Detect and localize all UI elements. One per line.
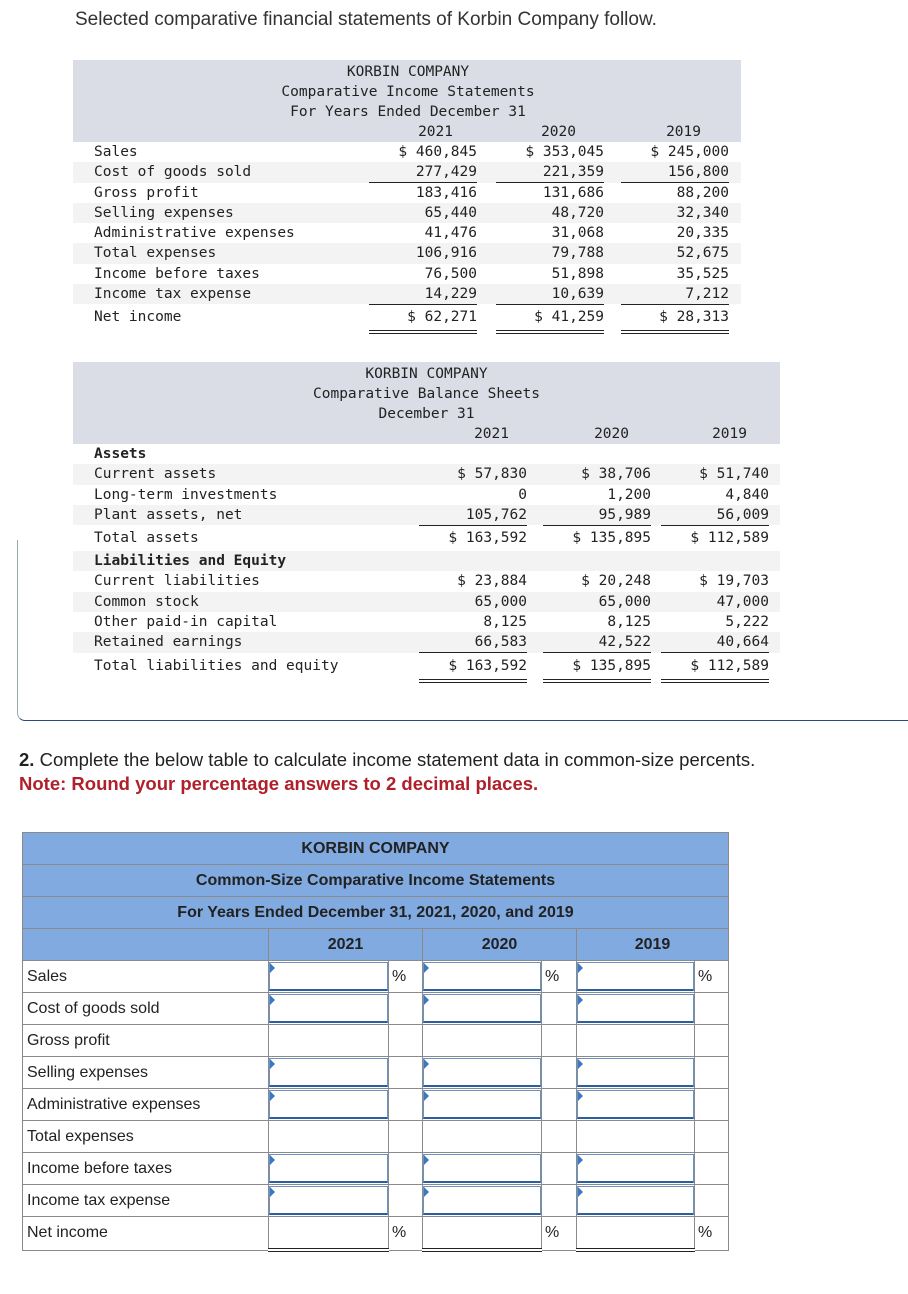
row-value: $ 353,045 bbox=[525, 144, 604, 160]
table-row bbox=[23, 993, 729, 1025]
table-title: KORBIN COMPANY bbox=[23, 833, 729, 865]
value-cell bbox=[269, 1089, 389, 1121]
statement-row bbox=[73, 223, 741, 243]
percent-cell bbox=[389, 1057, 423, 1089]
year-header: 2019 bbox=[712, 426, 747, 442]
percent-input-2020[interactable] bbox=[423, 1154, 541, 1183]
row-value: 35,525 bbox=[676, 265, 729, 282]
percent-input-2021[interactable] bbox=[269, 1154, 388, 1183]
common-size-table bbox=[22, 832, 729, 1252]
value-cell bbox=[269, 1185, 389, 1217]
row-value: 66,583 bbox=[419, 632, 527, 653]
percent-input-2021[interactable] bbox=[269, 1090, 388, 1119]
value-cell bbox=[577, 1057, 695, 1089]
row-value: 65,000 bbox=[474, 593, 527, 610]
question-body: Complete the below table to calculate income statement data in common-size percents. bbox=[34, 749, 756, 770]
row-label: Plant assets, net bbox=[94, 506, 243, 523]
row-value: $ 20,248 bbox=[581, 573, 651, 590]
row-label: Administrative expenses bbox=[23, 1089, 269, 1121]
value-cell bbox=[423, 1057, 542, 1089]
row-label: Income before taxes bbox=[94, 265, 260, 282]
row-label: Gross profit bbox=[23, 1025, 269, 1057]
row-value: 105,762 bbox=[419, 505, 527, 526]
statement-row bbox=[73, 464, 780, 484]
statement-title-line: Comparative Balance Sheets bbox=[313, 386, 540, 402]
statement-title-line: December 31 bbox=[378, 406, 475, 422]
percent-cell bbox=[389, 1025, 423, 1057]
row-value: 52,675 bbox=[676, 245, 729, 262]
row-value: 1,200 bbox=[607, 486, 651, 503]
row-value: 183,416 bbox=[415, 184, 477, 201]
percent-cell bbox=[542, 993, 577, 1025]
blank-header bbox=[23, 929, 269, 961]
percent-cell: % bbox=[389, 961, 423, 993]
row-value: 156,800 bbox=[621, 162, 729, 183]
row-value: 8,125 bbox=[483, 614, 527, 631]
value-cell bbox=[423, 1089, 542, 1121]
row-value: 65,000 bbox=[598, 593, 651, 610]
table-row bbox=[23, 1057, 729, 1089]
percent-cell bbox=[695, 1057, 729, 1089]
row-value: 0 bbox=[518, 486, 527, 503]
row-value: 47,000 bbox=[716, 593, 769, 610]
row-value: 95,989 bbox=[543, 505, 651, 526]
row-value: $ 38,706 bbox=[581, 466, 651, 483]
row-label: Sales bbox=[94, 144, 138, 160]
statement-row bbox=[73, 203, 741, 223]
income-statement bbox=[73, 60, 741, 330]
statement-title-line: Comparative Income Statements bbox=[281, 84, 535, 100]
percent-cell: % bbox=[389, 1217, 423, 1251]
row-value: $ 23,884 bbox=[457, 573, 527, 590]
percent-cell bbox=[542, 1025, 577, 1057]
percent-cell bbox=[695, 1153, 729, 1185]
percent-input-2019[interactable] bbox=[577, 962, 694, 991]
table-title-row bbox=[23, 865, 729, 897]
row-label: Income tax expense bbox=[94, 286, 252, 303]
value-cell bbox=[577, 993, 695, 1025]
percent-cell bbox=[389, 1089, 423, 1121]
row-value: $ 112,589 bbox=[661, 525, 769, 555]
value-cell bbox=[269, 1217, 389, 1251]
value-cell bbox=[577, 1025, 695, 1057]
value-cell bbox=[423, 1153, 542, 1185]
row-label: Common stock bbox=[94, 593, 199, 610]
row-label: Gross profit bbox=[94, 184, 199, 201]
value-cell bbox=[423, 1121, 542, 1153]
percent-input-2020[interactable] bbox=[423, 962, 541, 991]
row-value: $ 135,895 bbox=[543, 525, 651, 555]
row-value: 48,720 bbox=[551, 204, 604, 221]
row-label: Assets bbox=[94, 446, 147, 462]
percent-input-2021[interactable] bbox=[269, 994, 388, 1023]
value-cell bbox=[423, 1185, 542, 1217]
year-header: 2020 bbox=[594, 426, 629, 442]
row-value: 31,068 bbox=[496, 223, 604, 244]
table-row bbox=[23, 1217, 729, 1251]
percent-cell bbox=[542, 1185, 577, 1217]
percent-input-2019[interactable] bbox=[577, 994, 694, 1023]
year-header: 2020 bbox=[541, 124, 576, 140]
percent-cell bbox=[389, 1185, 423, 1217]
value-cell bbox=[577, 1217, 695, 1251]
percent-input-2021[interactable] bbox=[269, 1058, 388, 1087]
value-cell bbox=[577, 1153, 695, 1185]
table-row bbox=[23, 1185, 729, 1217]
percent-cell bbox=[695, 1121, 729, 1153]
row-value: 20,335 bbox=[621, 223, 729, 244]
row-value: 51,898 bbox=[551, 265, 604, 282]
row-value: $ 51,740 bbox=[699, 466, 769, 483]
table-row bbox=[23, 1025, 729, 1057]
percent-cell bbox=[389, 1121, 423, 1153]
row-value: 4,840 bbox=[725, 486, 769, 503]
row-value: 56,009 bbox=[661, 505, 769, 526]
row-label: Income tax expense bbox=[23, 1185, 269, 1217]
value-cell bbox=[269, 1057, 389, 1089]
statement-header bbox=[73, 362, 780, 444]
table-title: For Years Ended December 31, 2021, 2020, and 2019 bbox=[23, 897, 729, 929]
statement-title-line: KORBIN COMPANY bbox=[346, 64, 470, 80]
row-value: 14,229 bbox=[369, 284, 477, 305]
question-number: 2. bbox=[19, 749, 35, 770]
value-cell bbox=[577, 1089, 695, 1121]
year-header: 2019 bbox=[577, 929, 729, 961]
statement-title-line: KORBIN COMPANY bbox=[365, 366, 488, 382]
row-value: 277,429 bbox=[369, 162, 477, 183]
percent-cell: % bbox=[695, 961, 729, 993]
percent-input-2019[interactable] bbox=[577, 1090, 694, 1119]
row-value: 106,916 bbox=[415, 245, 477, 262]
row-value: 88,200 bbox=[676, 184, 729, 201]
statement-header bbox=[73, 60, 741, 142]
year-header: 2021 bbox=[418, 124, 453, 140]
statement-row bbox=[73, 485, 780, 505]
row-label: Selling expenses bbox=[23, 1057, 269, 1089]
percent-input-2021[interactable] bbox=[269, 962, 388, 991]
percent-cell bbox=[695, 1025, 729, 1057]
value-cell bbox=[269, 961, 389, 993]
year-header: 2019 bbox=[666, 124, 701, 140]
row-label: Current assets bbox=[94, 466, 217, 483]
row-value: 76,500 bbox=[424, 265, 477, 282]
table-row bbox=[23, 1121, 729, 1153]
table-title-row bbox=[23, 833, 729, 865]
question-text bbox=[19, 749, 755, 771]
statement-row bbox=[73, 444, 780, 464]
percent-input-2020[interactable] bbox=[423, 1058, 541, 1087]
value-cell bbox=[423, 993, 542, 1025]
table-row bbox=[23, 1089, 729, 1121]
percent-cell bbox=[695, 1185, 729, 1217]
percent-input-2021[interactable] bbox=[269, 1186, 388, 1215]
row-value: 65,440 bbox=[424, 204, 477, 221]
table-title-row bbox=[23, 897, 729, 929]
row-label: Total liabilities and equity bbox=[94, 657, 339, 674]
percent-cell bbox=[542, 1121, 577, 1153]
intro-text: Selected comparative financial statements of Korbin Company follow. bbox=[75, 9, 657, 30]
row-label: Administrative expenses bbox=[94, 225, 295, 242]
value-cell bbox=[577, 961, 695, 993]
statement-title-line: For Years Ended December 31 bbox=[290, 104, 526, 120]
statement-row bbox=[73, 264, 741, 284]
row-label: Sales bbox=[23, 961, 269, 993]
percent-cell: % bbox=[542, 1217, 577, 1251]
value-cell bbox=[269, 1025, 389, 1057]
percent-input-2020[interactable] bbox=[423, 1186, 541, 1215]
value-cell bbox=[423, 1217, 542, 1251]
row-value: 221,359 bbox=[496, 162, 604, 183]
percent-cell bbox=[542, 1153, 577, 1185]
percent-cell bbox=[389, 993, 423, 1025]
percent-input-2019[interactable] bbox=[577, 1154, 694, 1183]
rounding-note: Note: Round your percentage answers to 2 decimal places. bbox=[19, 773, 539, 794]
row-label: Total assets bbox=[94, 530, 199, 547]
row-value: $ 163,592 bbox=[419, 525, 527, 555]
value-cell bbox=[577, 1185, 695, 1217]
row-label: Liabilities and Equity bbox=[94, 553, 287, 570]
row-value: 7,212 bbox=[621, 284, 729, 305]
row-label: Retained earnings bbox=[94, 634, 243, 651]
percent-input-2019[interactable] bbox=[577, 1186, 694, 1215]
statement-row bbox=[73, 304, 741, 330]
row-value: 8,125 bbox=[607, 614, 651, 631]
value-cell bbox=[269, 993, 389, 1025]
row-value: $ 28,313 bbox=[621, 304, 729, 334]
row-value: $ 41,259 bbox=[496, 304, 604, 334]
row-value: 32,340 bbox=[676, 204, 729, 221]
row-value: $ 135,895 bbox=[543, 653, 651, 683]
row-value: 42,522 bbox=[543, 632, 651, 653]
row-value: $ 460,845 bbox=[398, 144, 477, 160]
row-value: 10,639 bbox=[496, 284, 604, 305]
row-value: $ 57,830 bbox=[457, 466, 527, 483]
row-value: $ 112,589 bbox=[661, 653, 769, 683]
row-value: 41,476 bbox=[369, 223, 477, 244]
statement-row bbox=[73, 183, 741, 203]
value-cell bbox=[269, 1153, 389, 1185]
year-headers bbox=[73, 424, 780, 444]
percent-cell bbox=[695, 1089, 729, 1121]
statement-row bbox=[73, 505, 780, 525]
row-label: Total expenses bbox=[23, 1121, 269, 1153]
value-cell bbox=[577, 1121, 695, 1153]
percent-input-2020[interactable] bbox=[423, 994, 541, 1023]
value-cell bbox=[269, 1121, 389, 1153]
statement-row bbox=[73, 284, 741, 304]
percent-cell bbox=[542, 1089, 577, 1121]
percent-cell: % bbox=[695, 1217, 729, 1251]
percent-input-2019[interactable] bbox=[577, 1058, 694, 1087]
value-cell bbox=[423, 1025, 542, 1057]
content-frame bbox=[17, 540, 908, 721]
year-headers bbox=[73, 122, 741, 142]
row-label: Long-term investments bbox=[94, 486, 278, 503]
row-label: Net income bbox=[94, 309, 182, 326]
row-value: $ 163,592 bbox=[419, 653, 527, 683]
row-label: Total expenses bbox=[94, 245, 217, 262]
year-header: 2021 bbox=[269, 929, 423, 961]
row-label: Net income bbox=[23, 1217, 269, 1251]
value-cell bbox=[423, 961, 542, 993]
statement-row bbox=[73, 162, 741, 182]
percent-cell bbox=[542, 1057, 577, 1089]
row-value: $ 62,271 bbox=[369, 304, 477, 334]
table-title: Common-Size Comparative Income Statements bbox=[23, 865, 729, 897]
table-row bbox=[23, 1153, 729, 1185]
percent-cell bbox=[695, 993, 729, 1025]
row-label: Cost of goods sold bbox=[94, 164, 252, 181]
year-header-row bbox=[23, 929, 729, 961]
row-value: $ 245,000 bbox=[650, 144, 729, 160]
row-label: Selling expenses bbox=[94, 204, 234, 221]
year-header: 2020 bbox=[423, 929, 577, 961]
percent-cell: % bbox=[542, 961, 577, 993]
table-row bbox=[23, 961, 729, 993]
row-value: $ 19,703 bbox=[699, 573, 769, 590]
row-label: Income before taxes bbox=[23, 1153, 269, 1185]
row-value: 40,664 bbox=[661, 632, 769, 653]
statement-row bbox=[73, 142, 741, 162]
statement-row bbox=[73, 243, 741, 263]
row-value: 5,222 bbox=[725, 614, 769, 631]
year-header: 2021 bbox=[474, 426, 509, 442]
row-label: Other paid-in capital bbox=[94, 614, 278, 631]
row-value: 131,686 bbox=[542, 184, 604, 201]
percent-cell bbox=[389, 1153, 423, 1185]
row-value: 79,788 bbox=[551, 245, 604, 262]
row-label: Cost of goods sold bbox=[23, 993, 269, 1025]
row-label: Current liabilities bbox=[94, 573, 260, 590]
percent-input-2020[interactable] bbox=[423, 1090, 541, 1119]
